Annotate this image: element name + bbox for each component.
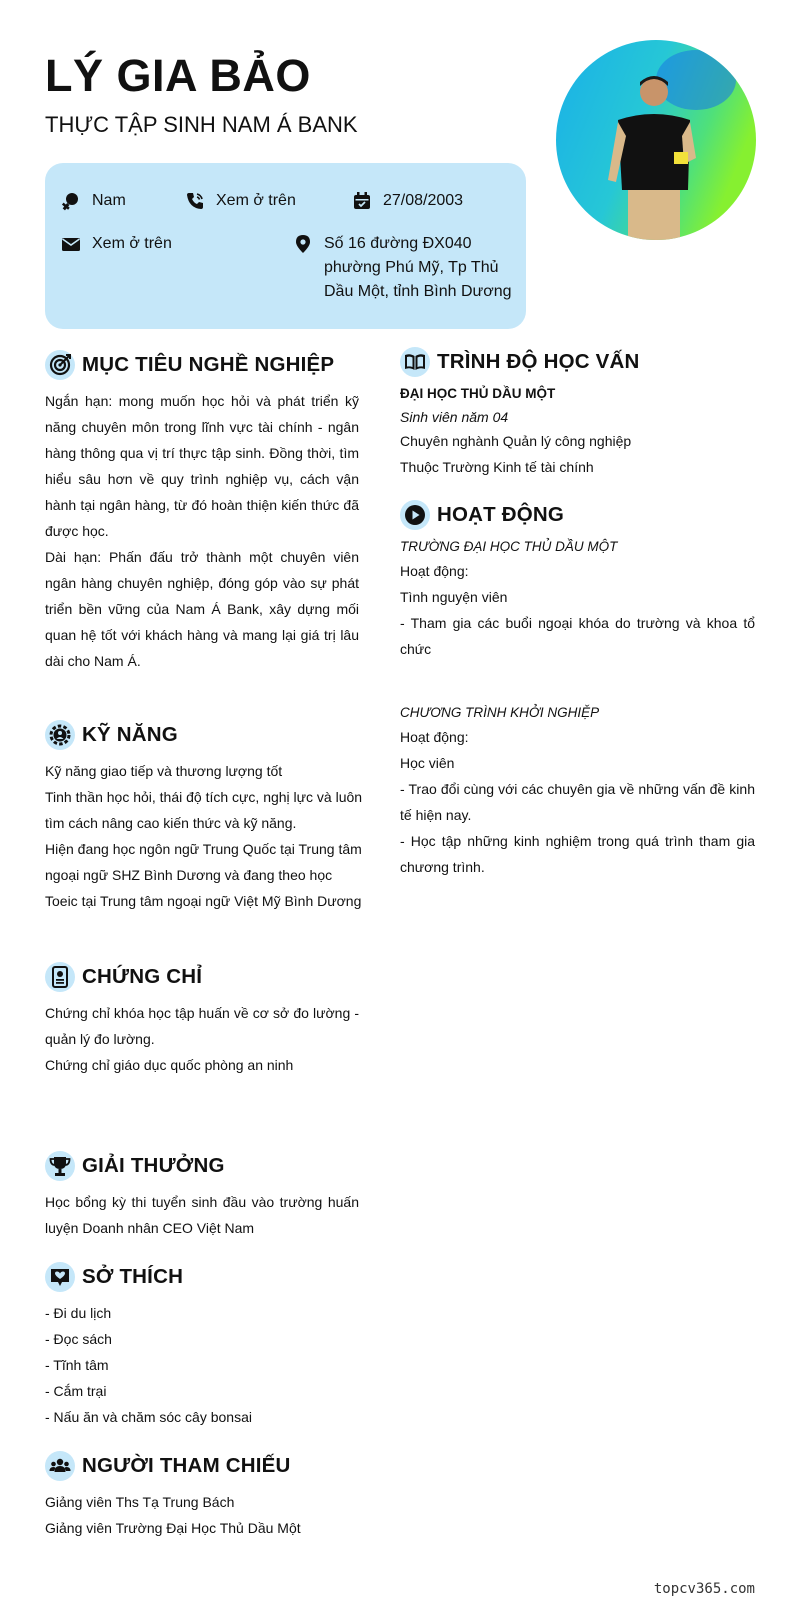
objective-body <box>45 388 359 674</box>
certificates-body <box>45 1000 359 1078</box>
watermark: topcv365.com <box>653 1581 755 1597</box>
section-title: CHỨNG CHỈ <box>82 965 203 988</box>
awards-section-header <box>45 1151 225 1181</box>
education-faculty: Thuộc Trường Kinh tế tài chính <box>400 459 594 475</box>
play-circle-icon <box>400 500 430 530</box>
skills-line: tìm cách nâng cao kiến thức và kỹ năng. <box>45 815 297 831</box>
objective-section-header <box>45 350 334 380</box>
candidate-name: LÝ GIA BẢO <box>45 50 311 101</box>
phone-info: Xem ở trên <box>184 189 296 213</box>
address-line: phường Phú Mỹ, Tp Thủ <box>324 259 499 276</box>
people-icon <box>45 1451 75 1481</box>
hobby-item: - Đọc sách <box>45 1331 112 1347</box>
hobbies-body <box>45 1300 359 1430</box>
certificates-section-header <box>45 962 202 992</box>
school-name: ĐẠI HỌC THỦ DẦU MỘT <box>400 386 556 401</box>
references-section-header <box>45 1451 291 1481</box>
objective-long-term: Dài hạn: Phấn đấu trở thành một chuyên viên ngân hàng chuyên nghiệp, đóng góp vào sự phát triển bền vững của Nam Á Bank, xây dựng mối quan hệ tốt với khách hàng và mang lại giá trị lâu dài cho Nam Á. <box>45 549 359 669</box>
activity-label: Hoạt động: <box>400 563 469 579</box>
gender-info: Nam <box>60 189 126 213</box>
section-title: SỞ THÍCH <box>82 1265 184 1288</box>
section-title: MỤC TIÊU NGHỀ NGHIỆP <box>82 353 335 376</box>
address-line: Số 16 đường ĐX040 <box>324 235 472 252</box>
avatar-photo <box>556 40 756 240</box>
hobby-item: - Nấu ăn và chăm sóc cây bonsai <box>45 1409 252 1425</box>
skills-line: Tinh thần học hỏi, thái độ tích cực, nghị lực và luôn <box>45 789 363 805</box>
activity-2 <box>400 702 755 880</box>
reference-item: Giảng viên Trường Đại Học Thủ Dầu Một <box>45 1520 301 1536</box>
gender-icon <box>60 190 82 212</box>
section-title: KỸ NĂNG <box>82 723 178 746</box>
section-title: TRÌNH ĐỘ HỌC VẤN <box>437 350 640 373</box>
map-pin-icon <box>292 233 314 255</box>
education-major: Chuyên nghành Quản lý công nghiệp <box>400 433 632 449</box>
activity-role: Học viên <box>400 755 455 771</box>
book-icon <box>400 347 430 377</box>
activity-desc: - Học tập những kinh nghiệm trong quá trình tham gia chương trình. <box>400 833 755 875</box>
activity-label: Hoạt động: <box>400 729 469 745</box>
award-item: Học bổng kỳ thi tuyển sinh đầu vào trường huấn luyện Doanh nhân CEO Việt Nam <box>45 1194 359 1236</box>
activity-org: TRƯỜNG ĐẠI HỌC THỦ DẦU MỘT <box>400 539 618 554</box>
hobby-item: - Đi du lịch <box>45 1305 112 1321</box>
gear-person-icon <box>45 720 75 750</box>
skills-section-header <box>45 720 178 750</box>
candidate-role: THỰC TẬP SINH NAM Á BANK <box>45 112 358 137</box>
activity-role: Tình nguyện viên <box>400 589 508 605</box>
skills-line: Kỹ năng giao tiếp và thương lượng tốt <box>45 763 283 779</box>
dob-info: 27/08/2003 <box>351 189 463 213</box>
trophy-icon <box>45 1151 75 1181</box>
hobby-item: - Tĩnh tâm <box>45 1357 109 1373</box>
skills-line: ngoại ngữ SHZ Bình Dương và đang theo học <box>45 867 333 883</box>
activities-section-header <box>400 500 564 530</box>
skills-body <box>45 758 365 914</box>
heart-chat-icon <box>45 1262 75 1292</box>
address-line: Dầu Một, tỉnh Bình Dương <box>324 283 512 300</box>
hobbies-section-header <box>45 1262 183 1292</box>
activity-desc: - Trao đổi cùng với các chuyên gia về những vấn đề kinh tế hiện nay. <box>400 781 755 823</box>
envelope-icon <box>60 233 82 255</box>
hobby-item: - Cắm trại <box>45 1383 107 1399</box>
address-info <box>292 232 512 304</box>
activity-org: CHƯƠNG TRÌNH KHỞI NGHIỆP <box>400 705 600 720</box>
avatar <box>556 40 756 240</box>
education-body <box>400 381 755 480</box>
section-title: NGƯỜI THAM CHIẾU <box>82 1454 291 1477</box>
certificate-item: Chứng chỉ giáo dục quốc phòng an ninh <box>45 1057 294 1073</box>
education-section-header <box>400 347 640 377</box>
phone-icon <box>184 190 206 212</box>
activity-1 <box>400 536 755 662</box>
section-title: HOẠT ĐỘNG <box>437 503 565 526</box>
education-year: Sinh viên năm 04 <box>400 409 509 425</box>
skills-line: Toeic tại Trung tâm ngoại ngữ Việt Mỹ Bình Dương <box>45 893 362 909</box>
calendar-icon <box>351 190 373 212</box>
email-info: Xem ở trên <box>60 232 172 256</box>
certificate-item: Chứng chỉ khóa học tập huấn về cơ sở đo lường - quản lý đo lường. <box>45 1005 359 1047</box>
target-icon <box>45 350 75 380</box>
activity-desc: - Tham gia các buổi ngoại khóa do trường và khoa tổ chức <box>400 615 755 657</box>
awards-body <box>45 1189 359 1241</box>
references-body <box>45 1489 359 1541</box>
skills-line: Hiện đang học ngôn ngữ Trung Quốc tại Trung tâm <box>45 841 362 857</box>
section-title: GIẢI THƯỞNG <box>82 1154 225 1177</box>
reference-item: Giảng viên Ths Tạ Trung Bách <box>45 1494 235 1510</box>
objective-short-term: Ngắn hạn: mong muốn học hỏi và phát triển kỹ năng chuyên môn trong lĩnh vực tài chính - ngân hàng thông qua vị trí thực tập sinh. Đồng thời, tìm hiểu sâu hơn về quy trình nghiệp vụ, cách vận hành tại ngân hàng, từ đó hoàn thiện kiến thức đã được học. <box>45 393 359 539</box>
certificate-icon <box>45 962 75 992</box>
